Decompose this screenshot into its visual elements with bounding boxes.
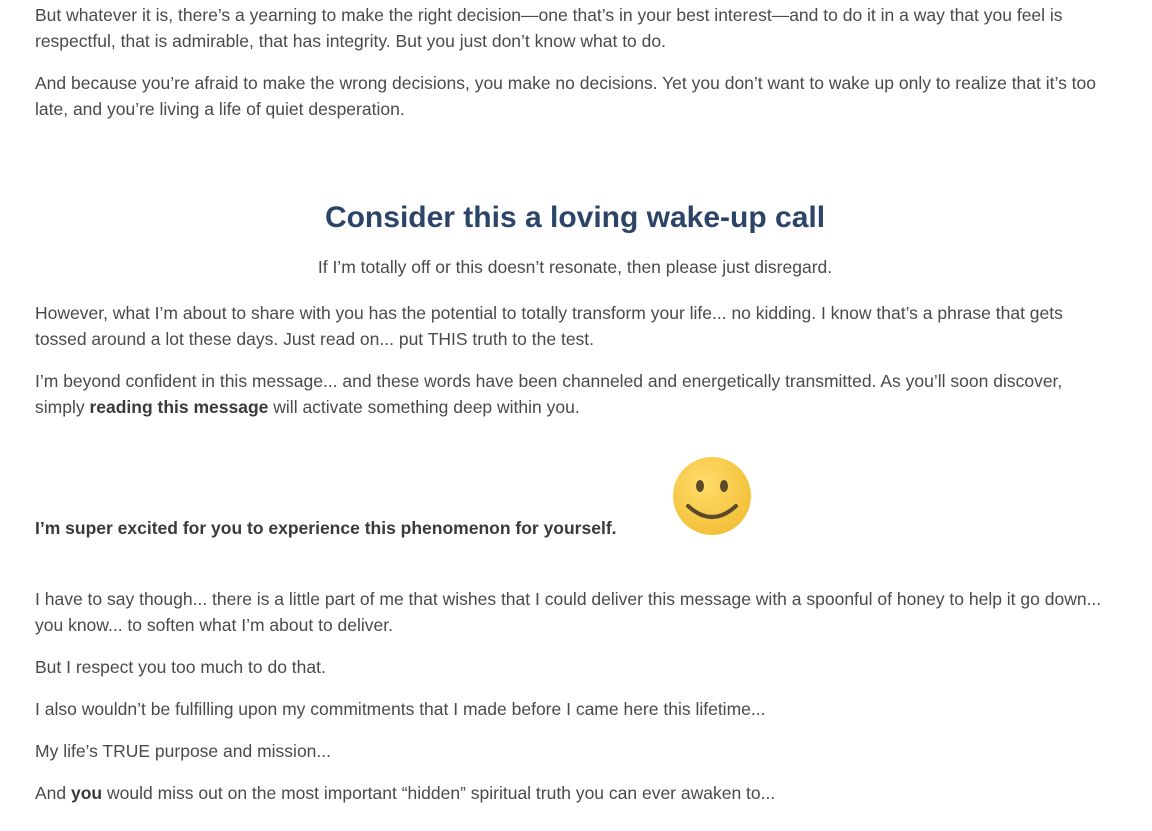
- paragraph-confident: [35, 368, 1110, 420]
- paragraph-commitments: I also wouldn’t be fulfilling upon my commitments that I made before I came here this lifetime...: [35, 699, 766, 719]
- paragraph-yearning: But whatever it is, there’s a yearning to make the right decision—one that’s in your best interest—and to do it in a way that you feel is respectful, that is admirable, that has integrity. But you just don’t know what to do.: [35, 5, 1063, 51]
- hidden-truth-text-1: And: [35, 783, 71, 803]
- confident-bold: reading this message: [89, 397, 269, 417]
- hidden-truth-text-2: would miss out on the most important “hidden” spiritual truth you can ever awaken to...: [102, 783, 776, 803]
- paragraph-respect: But I respect you too much to do that.: [35, 657, 326, 677]
- paragraph-transform: However, what I’m about to share with you has the potential to totally transform your life... no kidding. I know that’s a phrase that gets tossed around a lot these days. Just read on... put THIS truth to the test.: [35, 303, 1063, 349]
- section-heading: Consider this a loving wake-up call: [324, 201, 826, 234]
- paragraph-afraid: And because you’re afraid to make the wrong decisions, you make no decisions. Yet you don’t want to wake up only to realize that it’s too late, and you’re living a life of quiet desperation.: [35, 73, 1097, 119]
- paragraph-purpose: My life’s TRUE purpose and mission...: [35, 741, 331, 761]
- confident-text-2: will activate something deep within you.: [268, 397, 580, 417]
- hidden-truth-bold: you: [71, 783, 103, 803]
- paragraph-honey: I have to say though... there is a little part of me that wishes that I could deliver this message with a spoonful of honey to help it go down... you know... to soften what I’m about to deliver.: [35, 589, 1102, 635]
- paragraph-excited: I’m super excited for you to experience this phenomenon for yourself.: [35, 518, 617, 538]
- confident-text-1: I’m beyond confident in this message... and these words have been channeled and energetically transmitted. As you’ll soon discover, simply: [35, 371, 1063, 417]
- subheading: If I’m totally off or this doesn’t resonate, then please just disregard.: [317, 257, 833, 277]
- paragraph-hidden-truth: [35, 780, 1110, 806]
- smiley-face-icon: [672, 456, 752, 536]
